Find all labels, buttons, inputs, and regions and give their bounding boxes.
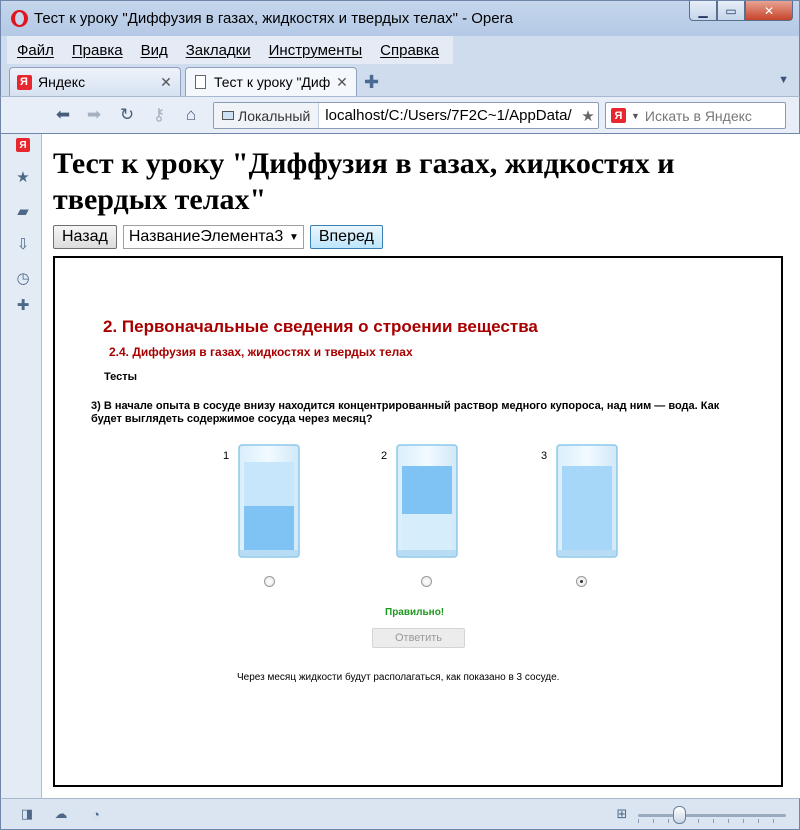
reload-icon[interactable]: ↻ — [119, 105, 135, 124]
vessel-number-2: 2 — [381, 450, 388, 462]
url-field[interactable]: localhost/C:/Users/7F2C~1/AppData/ — [325, 107, 572, 124]
close-tab-icon[interactable]: ✕ — [336, 73, 348, 90]
option-2-radio[interactable] — [421, 576, 432, 587]
minimize-button[interactable]: ▁ — [689, 1, 717, 21]
new-tab-icon[interactable]: ✚ — [364, 72, 380, 92]
close-tab-icon[interactable]: ✕ — [160, 73, 172, 90]
vessel-2-image — [396, 444, 458, 558]
tab-label: Тест к уроку "Диф — [214, 74, 331, 90]
vessel-number-3: 3 — [541, 450, 548, 462]
tab-menu-icon[interactable]: ▼ — [778, 74, 789, 86]
maximize-button[interactable]: ▭ — [717, 1, 745, 21]
home-icon[interactable]: ⌂ — [185, 105, 197, 124]
sidebar-panel — [0, 134, 42, 798]
navigation-bar — [0, 96, 800, 134]
page-navigation — [53, 225, 383, 249]
search-engine-dropdown-icon[interactable]: ▼ — [631, 110, 640, 121]
search-box[interactable] — [605, 102, 786, 129]
sidebar-history-icon[interactable]: ◷ — [16, 270, 30, 287]
window-controls — [689, 1, 793, 21]
tab-test[interactable] — [185, 67, 357, 96]
answer-button[interactable]: Ответить — [372, 628, 465, 648]
sidebar-notes-icon[interactable]: ▰ — [17, 203, 29, 220]
back-button[interactable]: Назад — [53, 225, 117, 249]
key-icon[interactable]: ⚷ — [152, 105, 166, 124]
cloud-icon[interactable]: ☁ — [54, 806, 68, 821]
page-title: Тест к уроку "Диффузия в газах, жидкостях и твердых телах" — [53, 147, 675, 216]
explanation-text: Через месяц жидкости будут располагаться, как показано в 3 сосуде. — [237, 672, 560, 683]
feedback-correct: Правильно! — [385, 607, 445, 618]
quiz-frame — [53, 256, 783, 787]
subsection-title: 2.4. Диффузия в газах, жидкостях и твердых телах — [109, 345, 413, 359]
address-bar[interactable] — [213, 102, 599, 129]
vessel-1-image — [238, 444, 300, 558]
zoom-slider-ticks — [638, 819, 786, 823]
menu-bar — [0, 36, 800, 64]
opera-logo-icon[interactable] — [11, 10, 28, 27]
status-bar — [0, 798, 800, 830]
menu-view[interactable]: Вид — [140, 41, 168, 59]
menu-bookmarks[interactable]: Закладки — [185, 41, 251, 59]
menu-tools[interactable]: Инструменты — [268, 41, 363, 59]
speed-dial-icon[interactable]: ◔ — [92, 806, 100, 822]
search-input[interactable] — [645, 108, 775, 124]
question-text: 3) В начале опыта в сосуде внизу находится концентрированный раствор медного купороса, над ним — вода. Как будет выглядеть содержимое сосуда через месяц? — [91, 400, 720, 425]
sidebar-downloads-icon[interactable]: ⇩ — [16, 236, 30, 253]
chevron-down-icon: ▼ — [288, 231, 299, 243]
element-select-value: НазваниеЭлемента3 — [128, 228, 284, 245]
zoom-slider-handle[interactable] — [673, 806, 686, 824]
element-select[interactable] — [123, 225, 304, 249]
title-bar — [0, 0, 800, 36]
local-badge-label: Локальный — [238, 107, 311, 124]
panel-toggle-icon[interactable]: ◨ — [20, 806, 34, 821]
tab-yandex[interactable] — [9, 67, 181, 96]
forward-button[interactable]: Вперед — [310, 225, 383, 249]
option-1-radio[interactable] — [264, 576, 275, 587]
sidebar-yandex-icon[interactable]: Я — [14, 136, 32, 154]
zoom-slider-track[interactable] — [638, 814, 786, 817]
sidebar-bookmarks-icon[interactable]: ★ — [16, 169, 30, 186]
option-3-radio[interactable] — [576, 576, 587, 587]
local-badge[interactable] — [214, 103, 319, 128]
bookmark-star-icon[interactable]: ★ — [581, 107, 595, 125]
menu-file[interactable]: Файл — [17, 41, 54, 59]
vessel-number-1: 1 — [223, 450, 230, 462]
sidebar-add-icon[interactable]: ✚ — [16, 297, 30, 314]
window-title: Тест к уроку "Диффузия в газах, жидкостях и твердых телах" - Opera — [34, 10, 513, 27]
tab-label: Яндекс — [38, 74, 86, 90]
back-icon[interactable]: ⬅ — [55, 105, 71, 124]
page-icon — [195, 75, 206, 89]
yandex-icon: Я — [17, 75, 32, 90]
section-title: 2. Первоначальные сведения о строении вещества — [103, 317, 538, 336]
forward-icon[interactable]: ➡ — [86, 105, 102, 124]
tests-label: Тесты — [104, 371, 138, 383]
page-content — [43, 134, 795, 798]
computer-icon — [222, 111, 234, 120]
fit-page-icon[interactable]: ⊞ — [616, 806, 628, 821]
menu-edit[interactable]: Правка — [71, 41, 123, 59]
close-button[interactable]: ✕ — [745, 1, 793, 21]
tab-bar — [0, 64, 800, 96]
vessel-3-image — [556, 444, 618, 558]
menu-help[interactable]: Справка — [380, 41, 439, 59]
yandex-search-icon: Я — [611, 108, 626, 123]
